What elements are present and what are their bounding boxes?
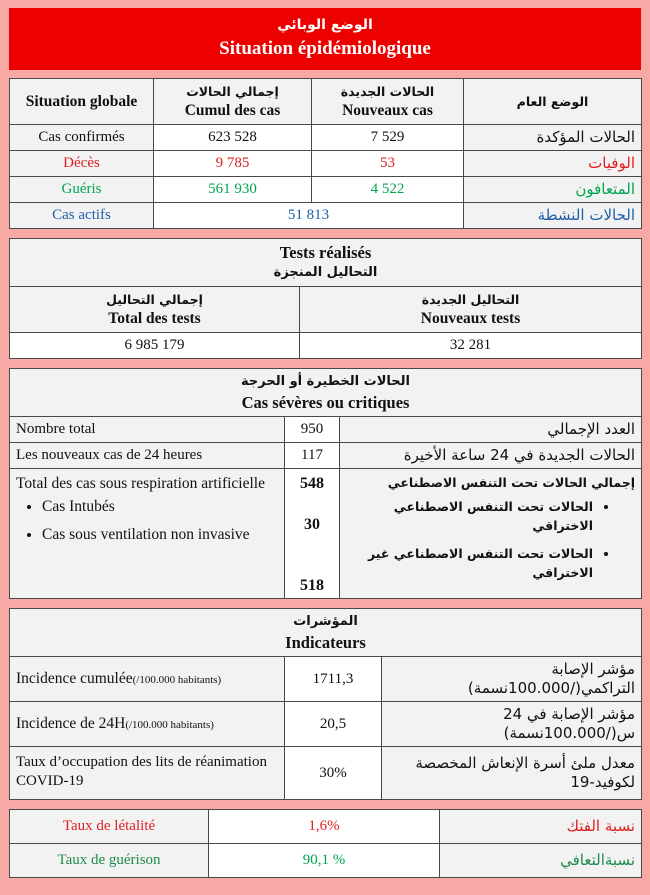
value-non-invasive: 518 <box>300 577 324 594</box>
header-new-tests-french: Nouveaux tests <box>420 310 521 327</box>
row-label-healing-fr: Taux de guérison <box>10 844 209 878</box>
tests-section-header <box>10 239 642 287</box>
row-label-lethality-fr: Taux de létalité <box>10 810 209 844</box>
value-active-cases: 51 813 <box>154 203 464 229</box>
table-row <box>10 177 642 203</box>
list-item: • Cas Intubés <box>42 497 278 517</box>
table-row-active <box>10 203 642 229</box>
value-total-tests: 6 985 179 <box>10 333 300 359</box>
list-item: • Cas sous ventilation non invasive <box>42 525 278 545</box>
header-total-tests-arabic: إجمالي التحاليل <box>106 292 203 307</box>
severe-header-arabic: الحالات الخطيرة أو الحرجة <box>241 374 410 389</box>
row-label-incidence-24h <box>10 702 285 747</box>
row-label-recovered-ar: المتعافون <box>464 177 642 203</box>
value-incidence-24h: 20,5 <box>285 702 382 747</box>
row-label-incidence-24h-ar: مؤشر الإصابة في 24 س(/100.000نسمة) <box>382 702 642 747</box>
row-label-active-ar: الحالات النشطة <box>464 203 642 229</box>
value-icu-occupancy: 30% <box>285 747 382 800</box>
incidence-24h-note: (/100.000 habitants) <box>125 718 214 731</box>
tests-header-french: Tests réalisés <box>279 243 372 262</box>
header-situation-arabic <box>464 79 642 125</box>
row-label-confirmed-ar: الحالات المؤكدة <box>464 125 642 151</box>
value-deaths-nouveaux: 53 <box>312 151 464 177</box>
table-row <box>10 747 642 800</box>
value-respiration-total: 548 <box>300 475 324 492</box>
list-item: • الحالات تحت التنفس الاصطناعي غير الاختراقي <box>346 544 593 582</box>
tests-header-arabic: التحاليل المنجزة <box>273 265 378 280</box>
value-recovered-nouveaux: 4 522 <box>312 177 464 203</box>
header-nouveaux-french: Nouveaux cas <box>342 102 433 119</box>
severe-header-cell <box>10 369 642 417</box>
header-new-tests-arabic: التحاليل الجديدة <box>421 292 520 307</box>
row-label-deaths-ar: الوفيات <box>464 151 642 177</box>
global-situation-table <box>9 78 642 229</box>
tests-column-headers <box>10 287 642 333</box>
incidence-cumulee-note: (/100.000 habitants) <box>132 673 222 686</box>
table-row <box>10 810 642 844</box>
header-cumul-des-cas <box>154 79 312 125</box>
table-row <box>10 125 642 151</box>
row-label-active-fr: Cas actifs <box>10 203 154 229</box>
value-new-tests: 32 281 <box>300 333 642 359</box>
incidence-cumulee-label: Incidence cumulée <box>16 669 133 687</box>
value-total-severe: 950 <box>285 417 340 443</box>
header-new-tests <box>300 287 642 333</box>
header-situation-arabic-label: الوضع العام <box>516 94 589 109</box>
respiration-row <box>10 469 642 599</box>
value-deaths-cumul: 9 785 <box>154 151 312 177</box>
row-label-new24h-severe-fr: Les nouveaux cas de 24 heures <box>10 443 285 469</box>
value-confirmed-cumul: 623 528 <box>154 125 312 151</box>
indicators-header-cell <box>10 609 642 657</box>
banner-title-arabic: الوضع الوبائي <box>277 17 373 33</box>
header-cumul-french: Cumul des cas <box>184 102 281 119</box>
tests-header-cell <box>10 239 642 287</box>
value-confirmed-nouveaux: 7 529 <box>312 125 464 151</box>
row-label-incidence-cumulee <box>10 657 285 702</box>
header-cumul-arabic: إجمالي الحالات <box>186 84 279 99</box>
indicators-header-french: Indicateurs <box>285 633 366 652</box>
respiration-labels-fr <box>10 469 285 599</box>
table-row <box>10 702 642 747</box>
row-label-icu-occupancy-fr: Taux d’occupation des lits de réanimation COVID-19 <box>10 747 285 800</box>
respiration-total-label-fr: Total des cas sous respiration artificielle <box>16 475 265 492</box>
value-intubated: 30 <box>304 516 320 533</box>
value-recovered-cumul: 561 930 <box>154 177 312 203</box>
severe-header-french: Cas sévères ou critiques <box>241 393 410 412</box>
table-row <box>10 844 642 878</box>
row-label-healing-ar: نسبةالتعافي <box>440 844 642 878</box>
tests-table <box>9 238 642 359</box>
table-row <box>10 657 642 702</box>
rates-table <box>9 809 642 878</box>
row-label-deaths-fr: Décès <box>10 151 154 177</box>
row-label-new24h-severe-ar: الحالات الجديدة في 24 ساعة الأخيرة <box>340 443 642 469</box>
page-banner <box>9 8 641 70</box>
header-nouveaux-cas <box>312 79 464 125</box>
respiration-bullets-fr <box>16 497 278 545</box>
row-label-icu-occupancy-ar: معدل ملئ أسرة الإنعاش المخصصة لكوفيد-19 <box>382 747 642 800</box>
row-label-recovered-fr: Guéris <box>10 177 154 203</box>
header-situation-globale <box>10 79 154 125</box>
indicators-section-header <box>10 609 642 657</box>
respiration-labels-ar <box>340 469 642 599</box>
header-situation-globale-label: Situation globale <box>25 92 138 110</box>
row-label-confirmed-fr: Cas confirmés <box>10 125 154 151</box>
row-label-total-severe-fr: Nombre total <box>10 417 285 443</box>
severe-section-header <box>10 369 642 417</box>
severe-cases-table <box>9 368 642 599</box>
incidence-24h-label: Incidence de 24H <box>16 714 126 732</box>
row-label-total-severe-ar: العدد الإجمالي <box>340 417 642 443</box>
value-lethality: 1,6% <box>209 810 440 844</box>
table-row <box>10 151 642 177</box>
respiration-values <box>285 469 340 599</box>
indicators-header-arabic: المؤشرات <box>293 614 358 629</box>
indicators-table <box>9 608 642 800</box>
header-total-tests <box>10 287 300 333</box>
row-label-incidence-cumulee-ar: مؤشر الإصابة التراكمي(/100.000نسمة) <box>382 657 642 702</box>
header-nouveaux-arabic: الحالات الجديدة <box>340 84 435 99</box>
table-header-row <box>10 79 642 125</box>
row-label-lethality-ar: نسبة الفتك <box>440 810 642 844</box>
tests-values-row <box>10 333 642 359</box>
header-total-tests-french: Total des tests <box>108 310 201 327</box>
respiration-total-label-ar: إجمالي الحالات تحت التنفس الاصطناعي <box>387 475 636 490</box>
table-row <box>10 417 642 443</box>
value-healing: 90,1 % <box>209 844 440 878</box>
list-item: • الحالات تحت التنفس الاصطناعي الاختراقي <box>346 497 593 535</box>
value-new24h-severe: 117 <box>285 443 340 469</box>
banner-title-french: Situation épidémiologique <box>219 38 431 59</box>
respiration-bullets-ar <box>346 497 615 582</box>
value-incidence-cumulee: 1711,3 <box>285 657 382 702</box>
table-row <box>10 443 642 469</box>
